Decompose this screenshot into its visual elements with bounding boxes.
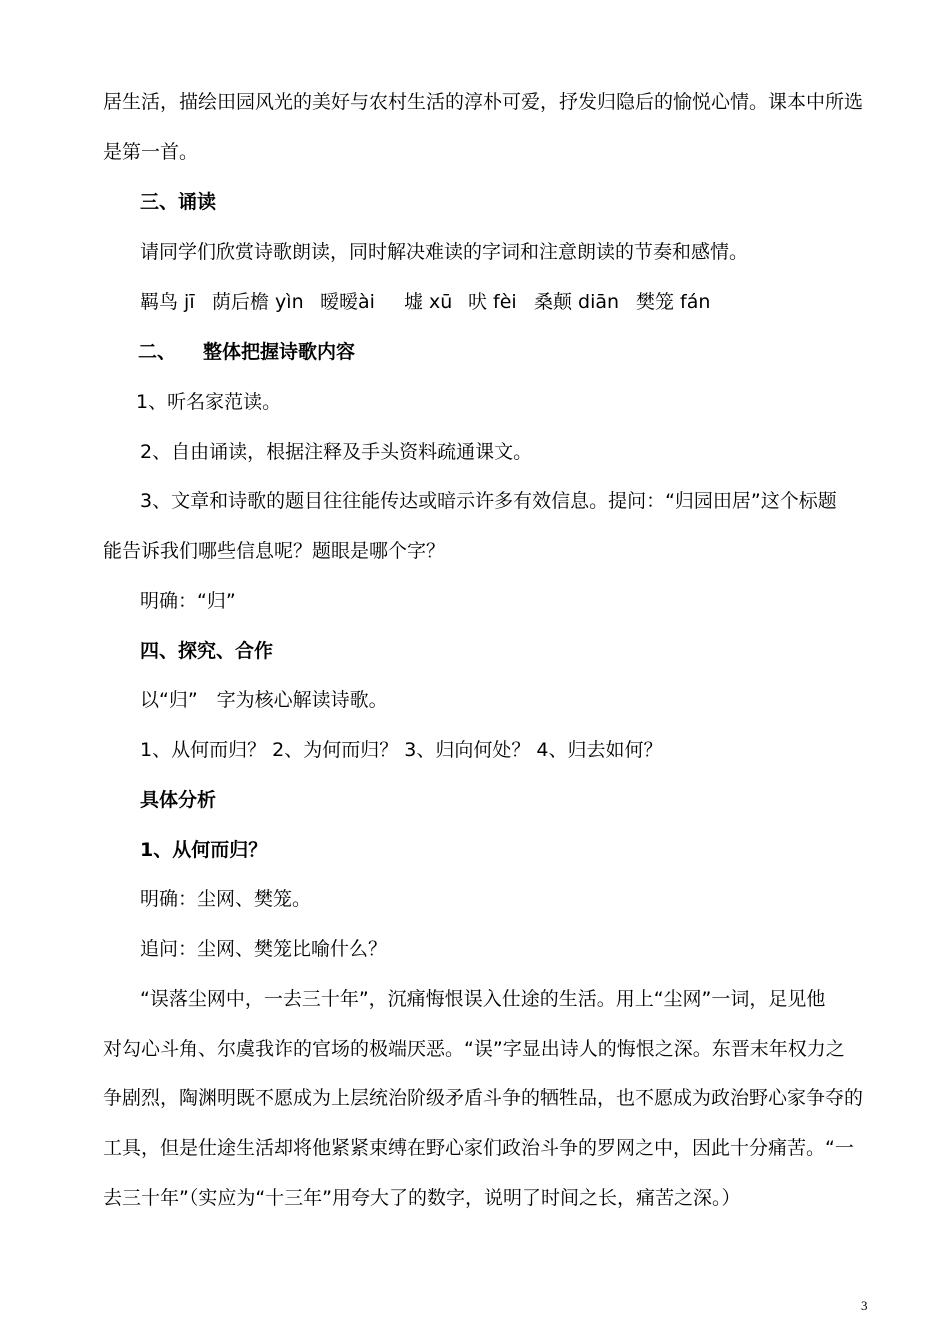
pinyin-item: 桑颠 diān [534, 291, 620, 313]
section-number: 二、 [138, 341, 177, 363]
pinyin-item: 吠 fèi [468, 291, 517, 313]
paragraph-line: 是第一首。 [103, 141, 199, 163]
paragraph-line: 争剧烈，陶渊明既不愿成为上层统治阶级矛盾斗争的牺牲品，也不愿成为政治野心家争夺的 [103, 1087, 864, 1109]
paragraph-line: 以“归” 字为核心解读诗歌。 [140, 689, 388, 711]
paragraph-line: 明确：尘网、樊笼。 [140, 888, 312, 910]
paragraph-line: 居生活，描绘田园风光的美好与农村生活的淳朴可爱，抒发归隐后的愉悦心情。课本中所选 [103, 91, 864, 113]
page-number: 3 [861, 1298, 868, 1313]
paragraph-line: 1、听名家范读。 [136, 391, 282, 413]
subheading: 1、从何而归？ [140, 839, 268, 861]
pinyin-item: 暧暧ài [320, 291, 375, 313]
pinyin-item: 墟 xū [404, 291, 453, 313]
paragraph-line: 3、文章和诗歌的题目往往能传达或暗示许多有效信息。提问：“归园田居”这个标题 [140, 490, 837, 512]
pinyin-item: 樊笼 fán [636, 291, 711, 313]
paragraph-line: 去三十年”（实应为“十三年”用夸大了的数字，说明了时间之长，痛苦之深。） [103, 1187, 741, 1209]
section-heading: 整体把握诗歌内容 [203, 341, 356, 363]
paragraph-line: 能告诉我们哪些信息呢？题眼是哪个字？ [103, 540, 446, 562]
paragraph-line: 明确：“归” [140, 590, 236, 612]
paragraph-line: “误落尘网中，一去三十年”，沉痛悔恨误入仕途的生活。用上“尘网”一词，足见他 [140, 988, 826, 1010]
paragraph-line: 请同学们欣赏诗歌朗读，同时解决难读的字词和注意朗读的节奏和感情。 [140, 241, 749, 263]
pinyin-item: 羁鸟 jī [140, 291, 195, 313]
paragraph-line: 2、自由诵读，根据注释及手头资料疏通课文。 [140, 441, 533, 463]
paragraph-line: 对勾心斗角、尔虞我诈的官场的极端厌恶。“误”字显出诗人的悔恨之深。东晋末年权力之 [103, 1038, 845, 1060]
pinyin-item: 荫后檐 yìn [212, 291, 304, 313]
paragraph-line: 追问：尘网、樊笼比喻什么？ [140, 938, 388, 960]
section-heading: 四、探究、合作 [140, 640, 274, 662]
section-heading: 三、诵读 [140, 191, 217, 213]
subheading: 具体分析 [140, 789, 217, 811]
paragraph-line: 1、从何而归？ 2、为何而归？ 3、归向何处？ 4、归去如何？ [140, 739, 663, 761]
paragraph-line: 工具，但是仕途生活却将他紧紧束缚在野心家们政治斗争的罗网之中，因此十分痛苦。“一 [103, 1137, 854, 1159]
